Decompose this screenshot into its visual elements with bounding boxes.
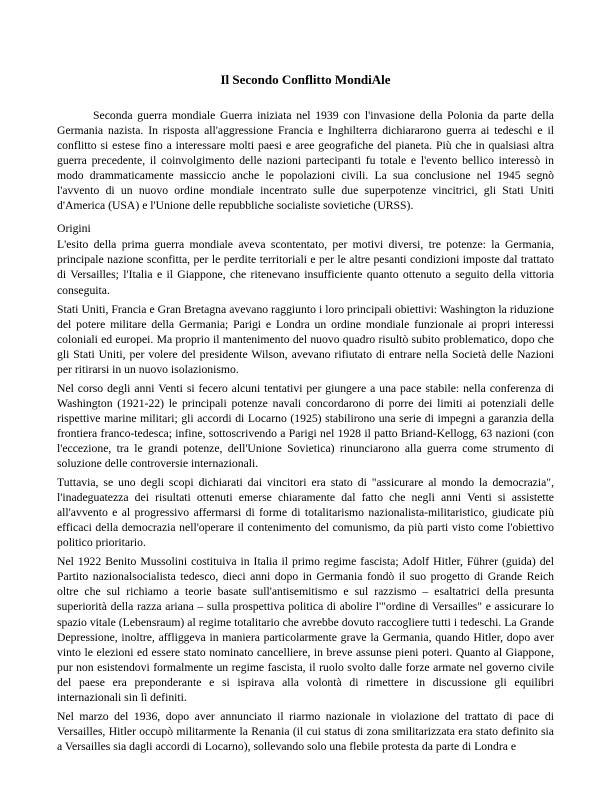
body-paragraph: Stati Uniti, Francia e Gran Bretagna avevano raggiunto i loro principali obiettivi: Washington la riduzione del potere militare della Germania; Parigi e Londra un ordine mondiale funzionale ai propri interessi coloniali ed europei. Ma proprio il mantenimento del nuovo quadro risultò subito problematico, dopo che gli Stati Uniti, per volere del presidente Wilson, avevano rifiutato di entrare nella Società delle Nazioni per ritirarsi in un nuovo isolazionismo. <box>57 302 554 376</box>
body-paragraph: Nel corso degli anni Venti si fecero alcuni tentativi per giungere a una pace stabile: nella conferenza di Washington (1921-22) le principali potenze navali concordarono di porre dei limiti ai potenziali delle rispettive marine militari; gli accordi di Locarno (1925) stabilirono una serie di impegni a garanzia della frontiera franco-tedesca; infine, sottoscrivendo a Parigi nel 1928 il patto Briand-Kellogg, 63 nazioni (con l'eccezione, tra le grandi potenze, dell'Unione Sovietica) rinunciarono alla guerra come strumento di soluzione delle controversie internazionali. <box>57 381 554 471</box>
section-heading-origini: Origini <box>57 222 91 236</box>
body-paragraph: Nel 1922 Benito Mussolini costituiva in Italia il primo regime fascista; Adolf Hitler, Führer (guida) del Partito nazionalsocialista tedesco, dieci anni dopo in Germania fondò il suo progetto di Grande Reich oltre che sul richiamo a teorie basate sull'antisemitismo e sul razzismo – esaltatrici della presunta superiorità della razza ariana – sulla prospettiva politica di abolire l'"ordine di Versailles" e assicurare lo spazio vitale (Lebensraum) al regime totalitario che avrebbe dovuto raccogliere tutti i tedeschi. La Grande Depressione, inoltre, affliggeva in maniera particolarmente grave la Germania, quando Hitler, dopo aver vinto le elezioni ed essere stato nominato cancelliere, in breve assunse pieni poteri. Quanto al Giappone, pur non esistendovi formalmente un regime fascista, il ruolo svolto dalle forze armate nel governo civile del paese era preponderante e si ispirava alla volontà di rimettere in discussione gli equilibri internazionali sin lì definiti. <box>57 555 554 704</box>
body-paragraph: L'esito della prima guerra mondiale aveva scontentato, per motivi diversi, tre potenze: la Germania, principale nazione sconfitta, per le perdite territoriali e per le altre pesanti condizioni imposte dal trattato di Versailles; l'Italia e il Giappone, che ritenevano insufficiente quanto ottenuto a seguito della vittoria conseguita. <box>57 238 554 297</box>
body-paragraph: Tuttavia, se uno degli scopi dichiarati dai vincitori era stato di "assicurare al mondo la democrazia", l'inadeguatezza dei risultati ottenuti emerse chiaramente dal fatto che negli anni Venti si assistette all'avvento e al progressivo affermarsi di forme di totalitarismo nazionalista-militaristico, giudicate più efficaci della democrazia nell'operare il contenimento del comunismo, da più parti visto come l'obiettivo politico prioritario. <box>57 476 554 550</box>
intro-paragraph: Seconda guerra mondiale Guerra iniziata nel 1939 con l'invasione della Polonia da parte della Germania nazista. In risposta all'aggressione Francia e Inghilterra dichiararono guerra ai tedeschi e il conflitto si estese fino a interessare molti paesi e aree geografiche del pianeta. Più che in qualsiasi altra guerra precedente, il coinvolgimento delle nazioni partecipanti fu totale e l'evento bellico interessò in modo drammaticamente massiccio anche le popolazioni civili. La sua conclusione nel 1945 segnò l'avvento di un nuovo ordine mondiale incentrato sulle due superpotenze vincitrici, gli Stati Uniti d'America (USA) e l'Unione delle repubbliche socialiste sovietiche (URSS). <box>57 109 554 213</box>
document-body <box>57 72 554 758</box>
body-paragraph: Nel marzo del 1936, dopo aver annunciato il riarmo nazionale in violazione del trattato di pace di Versailles, Hitler occupò militarmente la Renania (il cui status di zona smilitarizzata era stato definito sia a Versailles sia dagli accordi di Locarno), sollevando solo una flebile protesta da parte di Londra e <box>57 709 554 753</box>
document-title: Il Secondo Conflitto MondiAle <box>220 72 391 87</box>
